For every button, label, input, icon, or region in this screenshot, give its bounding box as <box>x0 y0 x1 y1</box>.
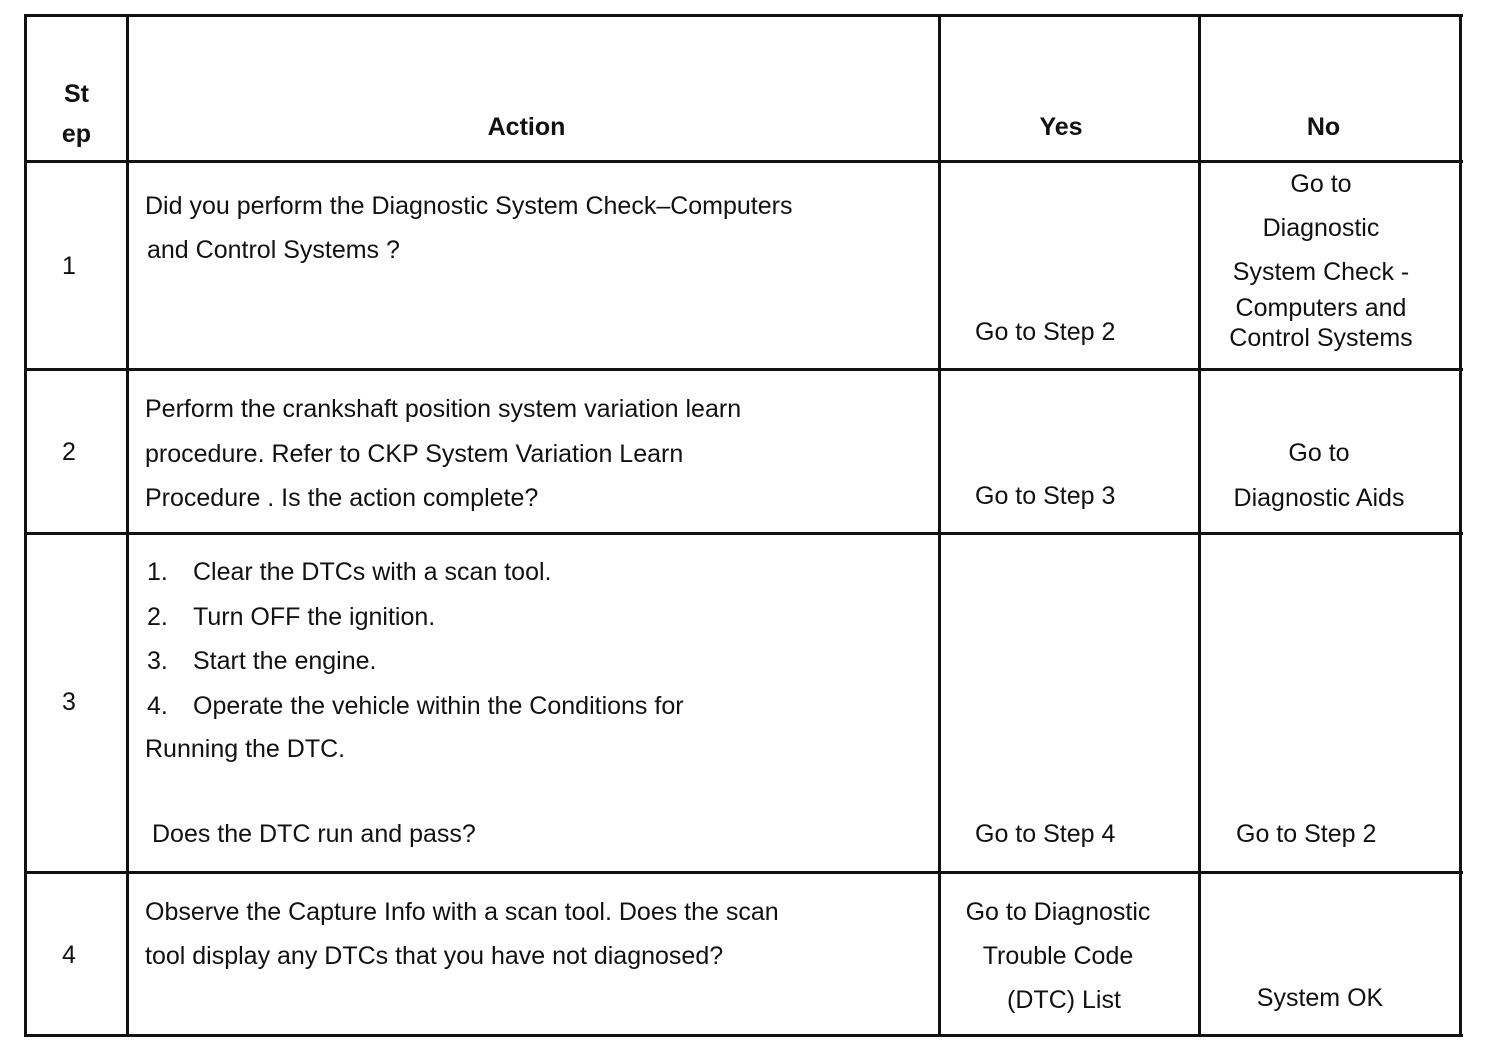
table-border-top <box>24 14 1463 17</box>
table-border-bottom <box>24 1034 1463 1037</box>
action-line: Did you perform the Diagnostic System Check–Computers <box>145 192 793 220</box>
step-number: 4 <box>62 941 76 969</box>
no-result <box>1201 431 1437 521</box>
action-line: tool display any DTCs that you have not diagnosed? <box>145 942 724 970</box>
no-line: Go to <box>1288 439 1350 467</box>
action-question: Does the DTC run and pass? <box>152 820 476 848</box>
action-line: and Control Systems ? <box>147 236 400 264</box>
yes-result: Go to Step 3 <box>975 482 1116 510</box>
no-line: System Check - <box>1232 258 1410 286</box>
no-line: Diagnostic <box>1262 214 1380 242</box>
list-item <box>147 550 684 595</box>
list-number: 1. <box>147 558 168 586</box>
header-no: No <box>1306 113 1341 141</box>
row-divider <box>24 368 1463 371</box>
list-number: 3. <box>147 647 168 676</box>
action-text <box>145 387 741 521</box>
no-line: Diagnostic Aids <box>1233 484 1405 512</box>
yes-line: Go to Diagnostic <box>965 898 1151 926</box>
header-step-line: ep <box>61 120 92 148</box>
list-text: Turn OFF the ignition. <box>193 602 436 631</box>
yes-result <box>941 890 1175 1022</box>
header-step-line: St <box>64 80 89 108</box>
no-result: System OK <box>1256 984 1384 1012</box>
action-line: Perform the crankshaft position system variation learn <box>145 395 742 423</box>
yes-line: Trouble Code <box>982 942 1134 970</box>
yes-result: Go to Step 2 <box>975 318 1116 346</box>
no-line: Control Systems <box>1229 324 1413 352</box>
list-number: 4. <box>147 692 168 721</box>
action-line: Procedure . Is the action complete? <box>145 484 539 512</box>
list-number: 2. <box>147 602 168 631</box>
list-item <box>147 639 684 684</box>
list-item <box>147 595 684 640</box>
row-divider <box>24 871 1463 874</box>
step-number: 2 <box>62 438 76 466</box>
no-line: Go to <box>1290 170 1352 198</box>
action-line: procedure. Refer to CKP System Variation Learn <box>145 439 684 468</box>
table-border-right <box>1459 14 1462 1037</box>
list-text: Start the engine. <box>193 647 377 676</box>
header-yes: Yes <box>1039 113 1083 141</box>
row-divider <box>24 532 1463 535</box>
no-result: Go to Step 2 <box>1236 820 1377 848</box>
column-divider <box>938 14 941 1037</box>
header-step <box>27 74 126 154</box>
table-border-left <box>24 14 27 1037</box>
action-line: Observe the Capture Info with a scan tool. Does the scan <box>145 898 779 926</box>
action-text <box>145 184 793 272</box>
step-number: 1 <box>62 252 76 280</box>
list-item <box>147 684 684 729</box>
column-divider <box>126 14 129 1037</box>
action-text <box>145 890 779 978</box>
header-action: Action <box>487 113 566 141</box>
step-number: 3 <box>62 688 76 716</box>
no-line: Computers and <box>1235 294 1407 322</box>
yes-result: Go to Step 4 <box>975 820 1116 848</box>
list-text: Operate the vehicle within the Conditions for <box>193 692 684 721</box>
action-continuation: Running the DTC. <box>145 735 346 763</box>
list-text: Clear the DTCs with a scan tool. <box>193 558 552 586</box>
no-result <box>1201 162 1441 354</box>
action-list <box>147 550 684 729</box>
yes-line: (DTC) List <box>1007 986 1121 1014</box>
